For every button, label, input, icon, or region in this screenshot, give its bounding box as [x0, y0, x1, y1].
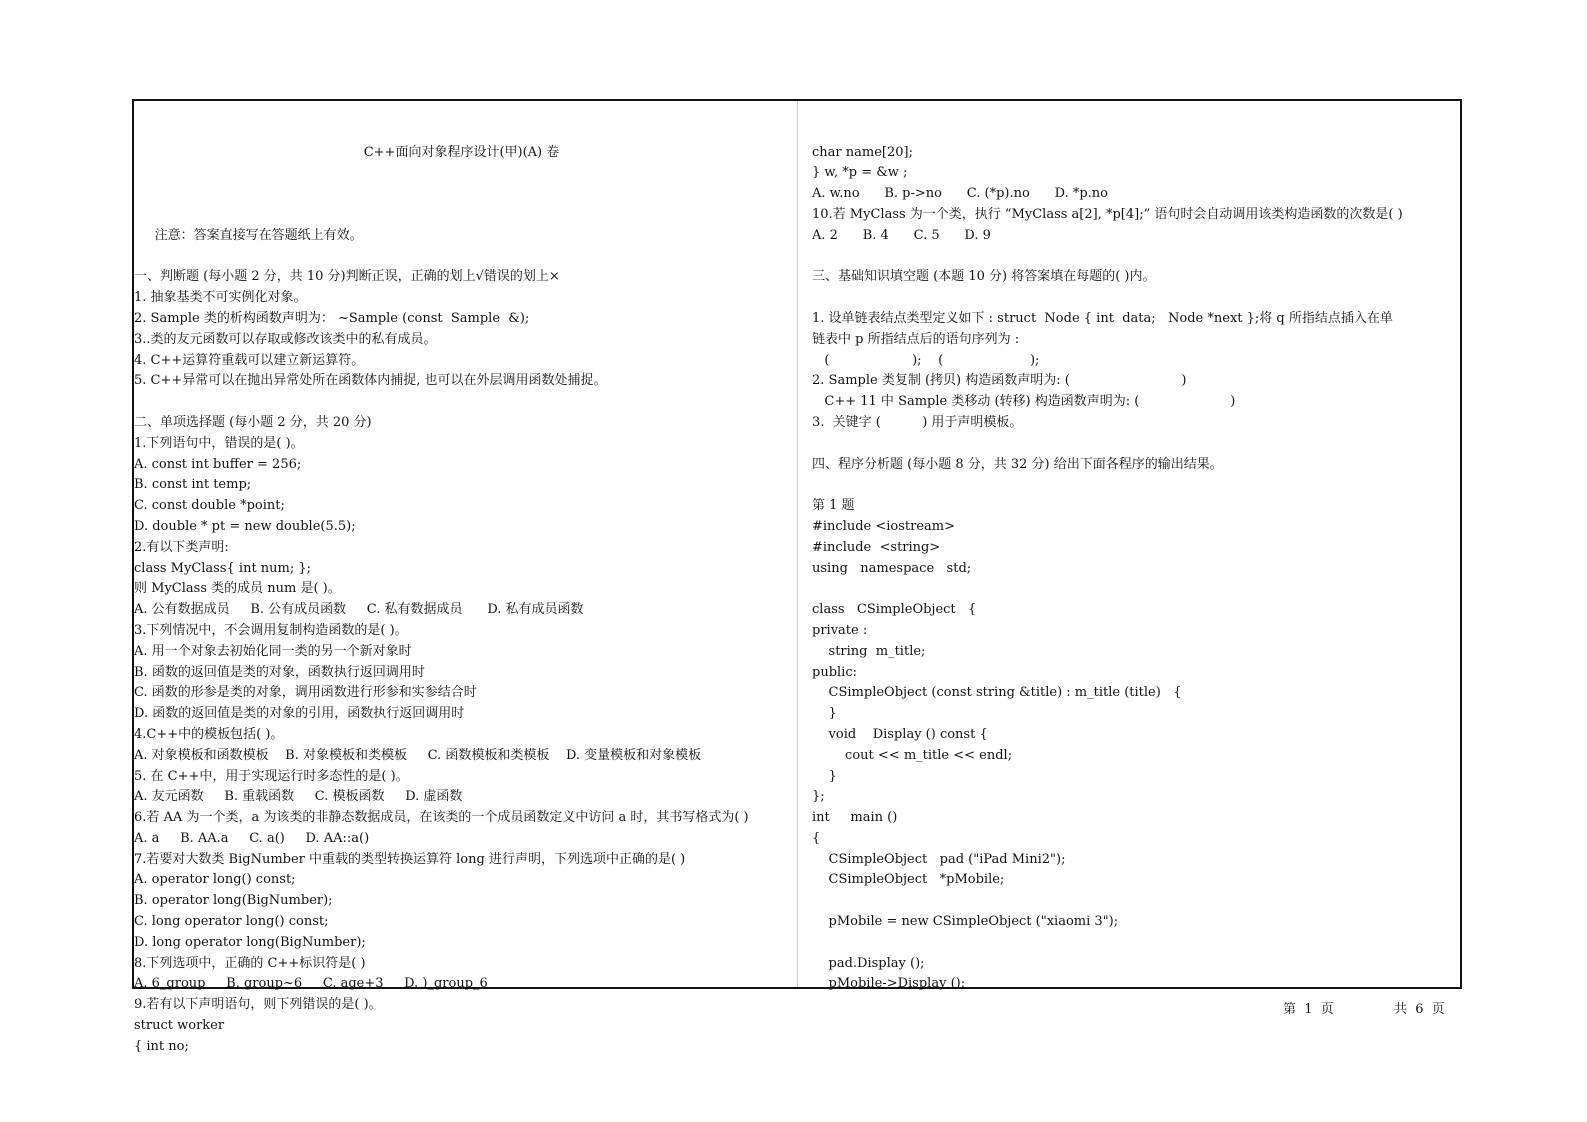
right-line: } w, *p = &w ; [812, 165, 908, 181]
right-line: private : [812, 622, 868, 638]
left-line [134, 392, 789, 413]
right-line: ( ); ( ); [812, 352, 1040, 368]
left-line: 4. C++运算符重载可以建立新运算符。 [134, 352, 365, 368]
right-line [812, 933, 1460, 954]
page-number: 第 1 页 [1283, 1002, 1334, 1017]
right-line: #include <string> [812, 539, 941, 555]
right-line: 2. Sample 类复制 (拷贝) 构造函数声明为: ( ) [812, 373, 1187, 389]
left-line: C. const double *point; [134, 498, 285, 514]
exam-title: C++面向对象程序设计(甲)(A) 卷 [363, 144, 560, 160]
right-line: 1. 设单链表结点类型定义如下 : struct Node { int data; Node *next };将 q 所指结点插入在单 [812, 310, 1393, 326]
left-line: C. long operator long() const; [134, 914, 329, 930]
right-line [812, 288, 1460, 309]
right-line: pMobile->Display (); [812, 976, 966, 992]
left-line: 7.若要对大数类 BigNumber 中重载的类型转换运算符 long 进行声明，下列选项中正确的是( ) [134, 851, 686, 867]
right-column-lines [812, 143, 1460, 996]
column-divider [797, 101, 798, 987]
left-line: B. operator long(BigNumber); [134, 893, 333, 909]
right-line: 三、基础知识填空题 (本题 10 分) 将答案填在每题的( )内。 [812, 269, 1156, 285]
left-line: A. 6_group B. group~6 C. age+3 D. )_group_6 [134, 976, 488, 992]
right-column [812, 101, 1460, 1016]
left-line: C. 函数的形参是类的对象，调用函数进行形参和实参结合时 [134, 685, 477, 701]
left-line: 5. 在 C++中，用于实现运行时多态性的是( )。 [134, 768, 409, 784]
right-line: CSimpleObject (const string &title) : m_title (title) { [812, 685, 1182, 701]
left-line: A. const int buffer = 256; [134, 456, 302, 472]
right-line: void Display () const { [812, 726, 988, 742]
right-line: A. w.no B. p->no C. (*p).no D. *p.no [812, 186, 1108, 202]
left-line: 二、单项选择题 (每小题 2 分，共 20 分) [134, 414, 372, 430]
left-line [134, 205, 789, 226]
right-line [812, 579, 1460, 600]
left-column-lines [134, 205, 789, 1058]
left-line: 一、判断题 (每小题 2 分，共 10 分)判断正误，正确的划上√错误的划上× [134, 269, 560, 285]
right-line: A. 2 B. 4 C. 5 D. 9 [812, 227, 991, 243]
right-line: }; [812, 789, 825, 805]
right-line: pad.Display (); [812, 955, 925, 971]
left-line: 注意：答案直接写在答题纸上有效。 [134, 227, 363, 243]
left-line: 则 MyClass 类的成员 num 是( )。 [134, 581, 341, 597]
left-line: B. 函数的返回值是类的对象，函数执行返回调用时 [134, 664, 425, 680]
left-line: 2. Sample 类的析构函数声明为： ~Sample (const Sample &); [134, 310, 530, 326]
right-line: CSimpleObject pad ("iPad Mini2"); [812, 851, 1066, 867]
left-line: 1. 抽象基类不可实例化对象。 [134, 290, 307, 306]
left-line: A. operator long() const; [134, 872, 296, 888]
left-line: D. long operator long(BigNumber); [134, 934, 366, 950]
left-line: 3.下列情况中，不会调用复制构造函数的是( )。 [134, 622, 408, 638]
right-line: CSimpleObject *pMobile; [812, 872, 1005, 888]
right-line: class CSimpleObject { [812, 602, 977, 618]
left-line: D. 函数的返回值是类的对象的引用，函数执行返回调用时 [134, 706, 465, 722]
right-line: } [812, 706, 837, 722]
right-line [812, 475, 1460, 496]
right-line: 四、程序分析题 (每小题 8 分，共 32 分) 给出下面各程序的输出结果。 [812, 456, 1223, 472]
left-line: A. 用一个对象去初始化同一类的另一个新对象时 [134, 643, 412, 659]
left-line: A. 公有数据成员 B. 公有成员函数 C. 私有数据成员 D. 私有成员函数 [134, 602, 584, 618]
left-line: 4.C++中的模板包括( )。 [134, 726, 284, 742]
right-line: pMobile = new CSimpleObject ("xiaomi 3"); [812, 914, 1119, 930]
right-line: int main () [812, 810, 898, 826]
left-line: 2.有以下类声明: [134, 539, 229, 555]
left-line: 1.下列语句中，错误的是( )。 [134, 435, 304, 451]
left-line: 5. C++异常可以在抛出异常处所在函数体内捕捉, 也可以在外层调用函数处捕捉。 [134, 373, 607, 389]
left-line: D. double * pt = new double(5.5); [134, 518, 356, 534]
left-line: struct worker [134, 1018, 225, 1034]
right-line: #include <iostream> [812, 518, 956, 534]
right-line: } [812, 768, 837, 784]
left-line: A. 对象模板和函数模板 B. 对象模板和类模板 C. 函数模板和类模板 D. 变量模板和对象模板 [134, 747, 702, 763]
left-line: 3..类的友元函数可以存取或修改该类中的私有成员。 [134, 331, 437, 347]
right-line [812, 247, 1460, 268]
left-line: { int no; [134, 1038, 189, 1054]
left-line: B. const int temp; [134, 477, 252, 493]
left-line [134, 247, 789, 268]
right-line: 第 1 题 [812, 498, 855, 514]
left-line: class MyClass{ int num; }; [134, 560, 312, 576]
right-line: char name[20]; [812, 144, 913, 160]
left-line: 8.下列选项中，正确的 C++标识符是( ) [134, 955, 366, 971]
right-line: 10.若 MyClass 为一个类，执行 “MyClass a[2], *p[4];” 语句时会自动调用该类构造函数的次数是( ) [812, 206, 1403, 222]
right-line: public: [812, 664, 857, 680]
right-line: 链表中 p 所指结点后的语句序列为 : [812, 331, 1020, 347]
right-line: string m_title; [812, 643, 926, 659]
left-line: A. 友元函数 B. 重载函数 C. 模板函数 D. 虚函数 [134, 789, 463, 805]
right-line [812, 434, 1460, 455]
left-line: 6.若 AA 为一个类，a 为该类的非静态数据成员，在该类的一个成员函数定义中访问 a 时，其书写格式为( ) [134, 810, 749, 826]
left-line: A. a B. AA.a C. a() D. AA::a() [134, 830, 370, 846]
right-line: C++ 11 中 Sample 类移动 (转移) 构造函数声明为: ( ) [812, 394, 1236, 410]
left-column [134, 101, 789, 1078]
right-line: { [812, 830, 821, 846]
right-line [812, 891, 1460, 912]
right-line: using namespace std; [812, 560, 972, 576]
right-line: cout << m_title << endl; [812, 747, 1013, 763]
right-line: 3. 关键字 ( ) 用于声明模板。 [812, 414, 1023, 430]
left-line: 9.若有以下声明语句，则下列错误的是( )。 [134, 997, 382, 1013]
total-pages: 共 6 页 [1394, 1002, 1445, 1017]
